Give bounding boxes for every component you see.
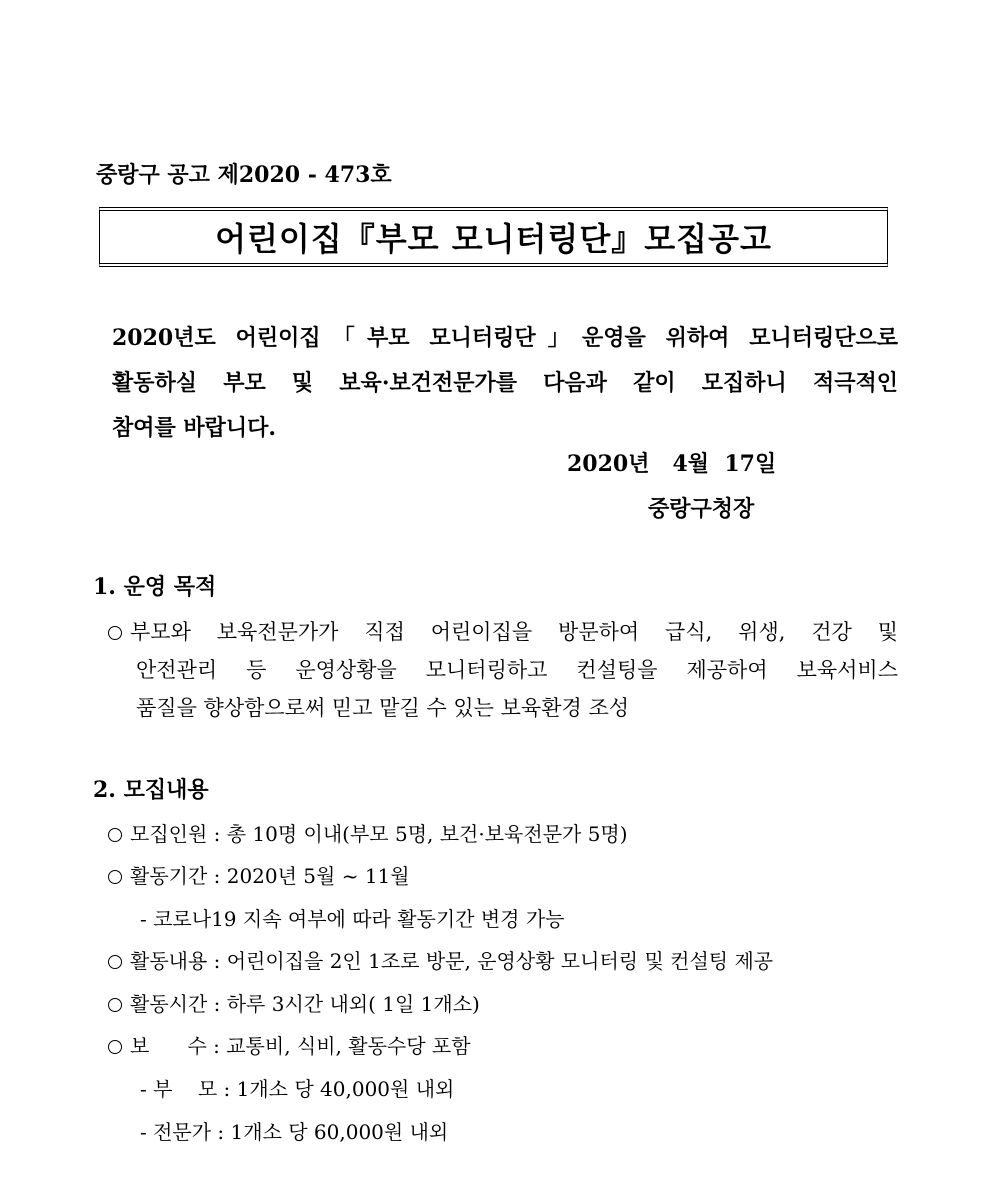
circle-bullet-icon: [108, 626, 122, 640]
purpose-paragraph: [108, 613, 898, 727]
section-title: 2. 모집내용: [93, 777, 209, 803]
issuer: 중랑구청장: [648, 496, 755, 522]
purpose-line: 부모와 보육전문가가 직접 어린이집을 방문하여 급식, 위생, 건강 및: [108, 613, 898, 651]
page-title: 어린이집『부모 모니터링단』모집공고: [215, 220, 772, 258]
purpose-line: 품질을 향상함으로써 믿고 맡길 수 있는 보육환경 조성: [136, 696, 630, 720]
notice-number: 중랑구 공고 제2020 - 473호: [96, 162, 392, 188]
circle-bullet-icon: [108, 955, 122, 969]
list-subitem: - 부 모 : 1개소 당 40,000원 내외: [140, 1077, 455, 1101]
intro-paragraph: [112, 316, 898, 451]
list-subitem: - 전문가 : 1개소 당 60,000원 내외: [140, 1120, 449, 1144]
circle-bullet-icon: [108, 1040, 122, 1054]
list-item: 보 수 : 교통비, 식비, 활동수당 포함: [108, 1030, 471, 1059]
list-subitem: - 코로나19 지속 여부에 따라 활동기간 변경 가능: [140, 907, 565, 931]
title-box: [99, 207, 888, 267]
notice-date: 2020년 4월 17일: [567, 451, 777, 477]
list-item: 모집인원 : 총 10명 이내(부모 5명, 보건·보육전문가 5명): [108, 818, 628, 847]
circle-bullet-icon: [108, 828, 122, 842]
intro-line: 참여를 바랍니다.: [112, 415, 277, 441]
circle-bullet-icon: [108, 998, 122, 1012]
intro-line: 활동하실 부모 및 보육·보건전문가를 다음과 같이 모집하니 적극적인: [112, 370, 898, 396]
purpose-line: 안전관리 등 운영상황을 모니터링하고 컨설팅을 제공하여 보육서비스: [136, 658, 898, 682]
list-item: 활동기간 : 2020년 5월 ~ 11월: [108, 860, 410, 889]
list-item: 활동내용 : 어린이집을 2인 1조로 방문, 운영상황 모니터링 및 컨설팅 제공: [108, 945, 773, 974]
section-title: 1. 운영 목적: [93, 574, 217, 600]
circle-bullet-icon: [108, 870, 122, 884]
list-item: 활동시간 : 하루 3시간 내외( 1일 1개소): [108, 988, 480, 1017]
intro-line: 2020년도 어린이집「부모 모니터링단」운영을 위하여 모니터링단으로: [112, 325, 898, 351]
